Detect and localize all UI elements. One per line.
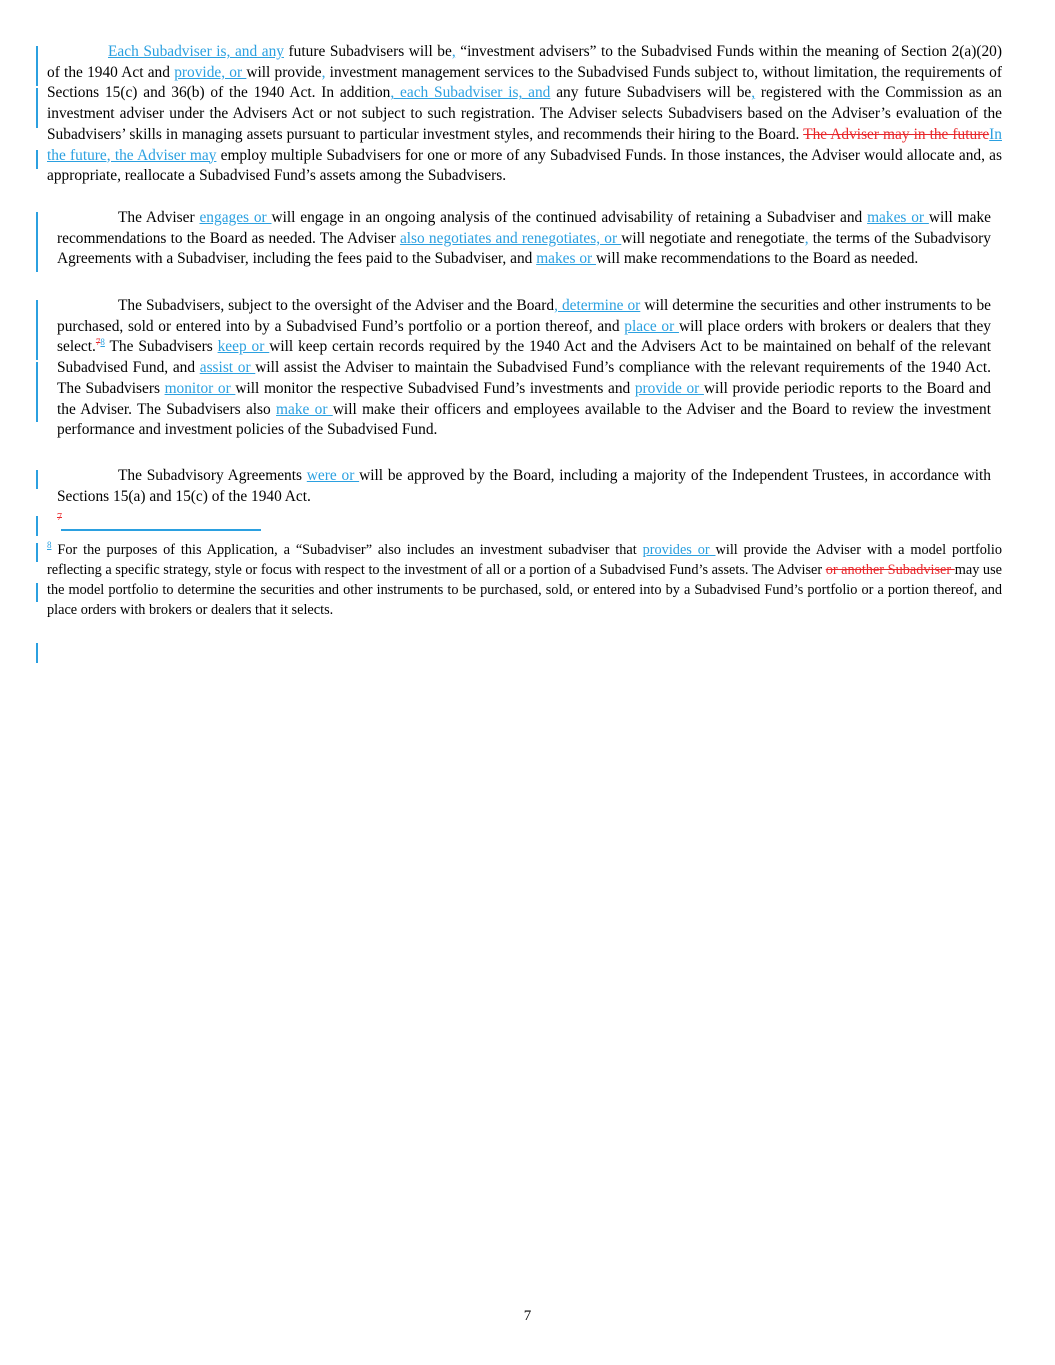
body-text: may use the model portfolio to determine the securities and other instruments to be purchased, sold, or entered into by a Subadvised Fund’s portfolio or a portion thereof, and place orders with brokers or dealers that it selects. — [47, 562, 1002, 618]
page-number: 7 — [523, 1308, 532, 1324]
body-text: will place orders with brokers or dealers that they select. — [57, 317, 991, 356]
inserted-text: also negotiates and renegotiates, or — [399, 229, 622, 247]
change-bar — [36, 543, 38, 562]
body-text: will determine the securities and other instruments to be purchased, sold or entered into by a Subadvised Fund’s portfolio or a portion thereof, and — [57, 297, 991, 335]
inserted-text: Each Subadviser is, and any — [108, 43, 284, 60]
change-bar — [36, 150, 38, 169]
inserted-footnote-ref: 8 — [100, 337, 105, 348]
inserted-text: In the future, the Adviser may — [47, 125, 1002, 164]
inserted-text: , each Subadviser is, and — [390, 84, 551, 102]
body-text: will be approved by the Board, including a majority of the Independent Trustees, in accordance with Sections 15(a) and 15(c) of the 1940 Act. — [57, 467, 991, 505]
change-bar — [36, 212, 38, 272]
body-text: future Subadvisers will be — [283, 43, 452, 60]
inserted-text: provides or — [642, 542, 716, 558]
inserted-text: place or — [624, 317, 679, 335]
body-text: will keep certain records required by the 1940 Act and the Advisers Act to be maintained on behalf of the relevant Subadvised Fund, and — [57, 338, 991, 377]
change-bar — [36, 88, 38, 128]
body-text: will monitor the respective Subadvised Fund’s investments and — [235, 379, 635, 397]
body-text: will provide periodic reports to the Board and the Adviser. The Subadvisers also — [57, 379, 991, 418]
inserted-text: monitor or — [164, 379, 236, 397]
change-bar — [36, 362, 38, 422]
inserted-text: provide or — [634, 379, 704, 397]
change-bar — [36, 46, 38, 86]
body-text: will make recommendations to the Board as needed. The Adviser — [57, 209, 991, 247]
inserted-text: , — [804, 229, 809, 247]
body-text: The Subadvisers, subject to the oversight of the Adviser and the Board — [118, 297, 555, 314]
body-text: the terms of the Subadvisory Agreements with a Subadviser, including the fees paid to the Subadviser, and — [57, 229, 991, 268]
body-text: For the purposes of this Application, a “Subadviser” also includes an investment subadviser that — [51, 542, 643, 558]
inserted-text: , — [451, 43, 456, 60]
footnote-8 — [47, 540, 1002, 620]
deleted-footnote-ref: 7 — [95, 337, 101, 348]
inserted-text: were or — [306, 467, 360, 484]
body-text: will make their officers and employees available to the Adviser and the Board to review the investment performance and investment policies of the Subadvised Fund. — [57, 400, 991, 439]
inserted-text: , — [751, 84, 756, 102]
deleted-footnote-marker: 7 — [57, 512, 62, 523]
body-text: investment management services to the Subadvised Funds subject to, without limitation, the requirements of Sections 15(c) and 36(b) of the 1940 Act. In addition — [47, 63, 1002, 102]
inserted-text: makes or — [536, 250, 597, 268]
body-text: will make recommendations to the Board as needed. — [596, 250, 919, 268]
inserted-text: , determine or — [554, 297, 641, 314]
body-text: will provide — [246, 63, 322, 81]
body-text: The Subadvisers — [104, 338, 218, 356]
paragraph-subadvisory-approval — [57, 466, 991, 507]
body-text: “investment advisers” to the Subadvised Funds within the meaning of Section 2(a)(20) of the 1940 Act and — [47, 43, 1002, 81]
deleted-text: The Adviser may in the future — [803, 125, 990, 143]
change-bar — [36, 643, 38, 663]
body-text: will assist the Adviser to maintain the Subadvised Fund’s compliance with the relevant requirements of the 1940 Act. The Subadvisers — [57, 359, 991, 397]
deleted-text: or another Subadviser — [825, 562, 955, 578]
body-text: will provide the Adviser with a model portfolio reflecting a specific strategy, style or focus with respect to the investment of all or a portion of a Subadvised Fund’s assets. The Adviser — [47, 542, 1002, 578]
paragraph-subadvisers-status — [47, 42, 1002, 187]
inserted-text: engages or — [199, 209, 272, 226]
change-bar — [36, 583, 38, 602]
body-text: employ multiple Subadvisers for one or more of any Subadvised Funds. In those instances, the Adviser would allocate and, as appropriate, reallocate a Subadvised Fund’s assets among the Subadvisers. — [47, 146, 1002, 185]
body-text: The Subadvisory Agreements — [118, 467, 307, 484]
change-bar — [36, 516, 38, 536]
inserted-text: makes or — [867, 209, 929, 226]
inserted-footnote-ref: 8 — [47, 540, 52, 551]
footnote-separator — [61, 529, 261, 531]
change-bar — [36, 300, 38, 360]
body-text: registered with the Commission as an investment adviser under the Advisers Act or not subject to such registration. The Adviser selects Subadvisers based on the Adviser’s evaluation of the Subadvisers’ skills in managing assets pursuant to particular investment styles, and recommends their hiring to the Board. — [47, 84, 1003, 143]
body-text: any future Subadvisers will be — [550, 84, 752, 102]
inserted-text: provide, or — [174, 63, 247, 81]
paragraph-subadviser-duties — [57, 296, 991, 441]
paragraph-adviser-analysis — [57, 208, 991, 270]
body-text: will negotiate and renegotiate — [621, 229, 805, 247]
inserted-text: assist or — [199, 359, 256, 377]
body-text: The Adviser — [118, 209, 200, 226]
body-text: will engage in an ongoing analysis of the continued advisability of retaining a Subadviser and — [271, 209, 868, 226]
change-bar — [36, 470, 38, 489]
inserted-text: , — [321, 63, 326, 81]
inserted-text: make or — [276, 400, 333, 418]
inserted-text: keep or — [217, 338, 270, 356]
